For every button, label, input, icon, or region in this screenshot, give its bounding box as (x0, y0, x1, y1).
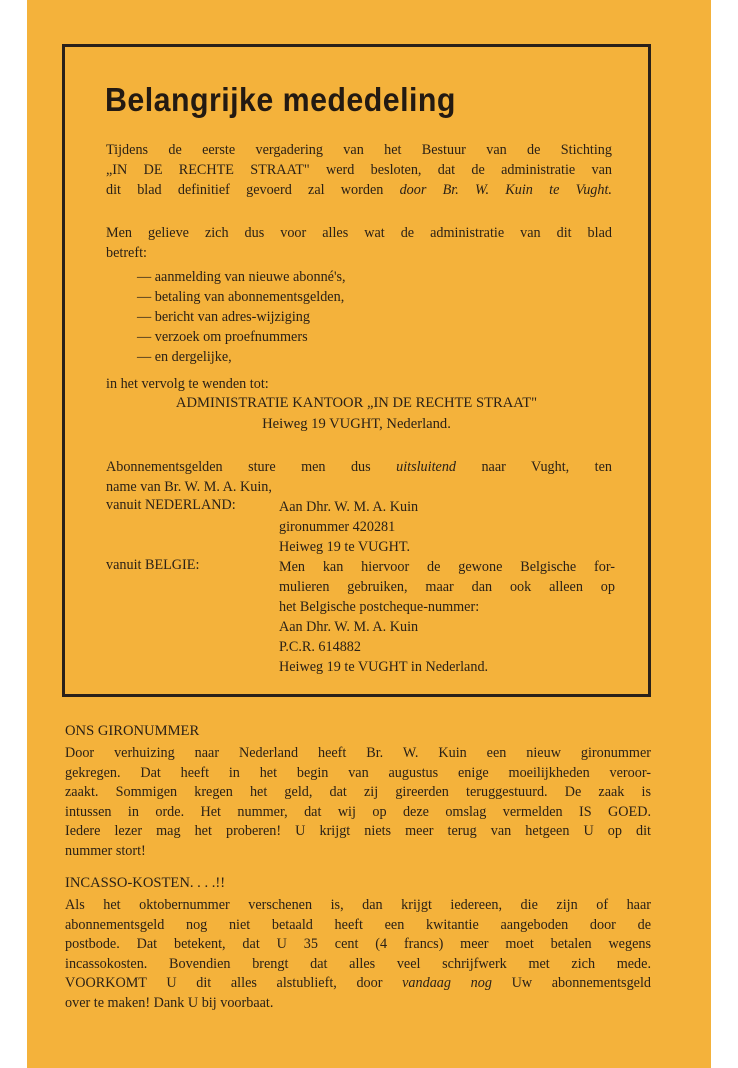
be-address-block (279, 557, 615, 677)
address-line-1: ADMINISTRATIE KANTOOR „IN DE RECHTE STRAAT" (175, 395, 538, 411)
be-address-line: het Belgische postcheque-nummer: (279, 599, 480, 615)
notice-paragraph-3 (106, 374, 612, 394)
incasso-line: incassokosten. Bovendien brengt dat alles veel schrijfwerk met zich mede. (65, 955, 651, 972)
nl-address-block (279, 497, 418, 557)
notice-text-line: Men gelieve zich dus voor alles wat de administratie van dit blad (106, 225, 612, 241)
notice-text-line: name van Br. W. M. A. Kuin, (106, 479, 272, 495)
gironummer-line: intussen in orde. Het nummer, dat wij op deze omslag vermelden IS GOED. (65, 803, 651, 820)
incasso-line: postbode. Dat betekent, dat U 35 cent (4 francs) meer moet betalen wegens (65, 936, 651, 952)
notice-paragraph-1 (106, 140, 612, 200)
be-address-line: Heiweg 19 te VUGHT in Nederland. (279, 659, 489, 675)
be-address-line: Aan Dhr. W. M. A. Kuin (279, 619, 419, 635)
be-label: vanuit BELGIE: (106, 557, 200, 573)
gironummer-line: zaakt. Sommigen kregen het geld, dat zij gireerden teruggestuurd. De zaak is (65, 784, 651, 800)
notice-paragraph-2 (106, 223, 612, 263)
incasso-line: abonnementsgeld nog niet betaald heeft een kwitantie aangeboden door de (65, 916, 651, 933)
incasso-heading: INCASSO-KOSTEN. . . .!! (65, 875, 226, 891)
be-address-line: P.C.R. 614882 (279, 639, 361, 655)
nl-address-line: Aan Dhr. W. M. A. Kuin (279, 499, 419, 515)
be-address-line: Men kan hiervoor de gewone Belgische for- (279, 559, 615, 575)
notice-text-line: in het vervolg te wenden tot: (106, 376, 269, 392)
notice-paragraph-4 (106, 457, 612, 497)
incasso-line: Als het oktobernummer verschenen is, dan krijgt iedereen, die zijn of haar (65, 897, 651, 913)
gironummer-body (65, 744, 651, 861)
incasso-line: VOORKOMT U dit alles alstublieft, door vandaag nog Uw abonnementsgeld (65, 975, 651, 991)
notice-text-line: Abonnementsgelden sture men dus uitsluitend naar Vught, ten (106, 459, 612, 475)
gironummer-line: gekregen. Dat heeft in het begin van augustus enige moeilijkheden veroor- (65, 764, 651, 781)
notice-text-line: Tijdens de eerste vergadering van het Bestuur van de Stichting (106, 142, 612, 158)
address-line-2: Heiweg 19 VUGHT, Nederland. (262, 416, 451, 432)
list-item: — verzoek om proefnummers (137, 329, 308, 345)
list-item: — betaling van abonnementsgelden, (137, 289, 345, 305)
list-item: — bericht van adres-wijziging (137, 309, 310, 325)
magazine-cover-page (27, 0, 711, 1068)
notice-text-line: betreft: (106, 245, 147, 261)
incasso-line: over te maken! Dank U bij voorbaat. (65, 994, 274, 1011)
incasso-body (65, 896, 651, 1013)
be-address-line: mulieren gebruiken, maar dan ook alleen op (279, 579, 615, 595)
list-item: — en dergelijke, (137, 349, 232, 365)
notice-title: Belangrijke mededeling (105, 81, 456, 118)
notice-text-line: „IN DE RECHTE STRAAT" werd besloten, dat de administratie van (106, 162, 612, 178)
nl-address-line: gironummer 420281 (279, 519, 396, 535)
gironummer-line: Door verhuizing naar Nederland heeft Br. W. Kuin een nieuw gironummer (65, 745, 651, 761)
gironummer-heading: ONS GIRONUMMER (65, 723, 200, 739)
nl-address-line: Heiweg 19 te VUGHT. (279, 539, 411, 555)
notice-item-list (137, 267, 346, 367)
gironummer-line: Iedere lezer mag het proberen! U krijgt niets meer terug van hetgeen U op dit (65, 823, 651, 839)
notice-box (62, 44, 651, 697)
gironummer-line: nummer stort! (65, 842, 146, 859)
notice-text-line: dit blad definitief gevoerd zal worden door Br. W. Kuin te Vught. (106, 182, 612, 198)
nl-label: vanuit NEDERLAND: (106, 497, 236, 513)
list-item: — aanmelding van nieuwe abonné's, (137, 269, 346, 285)
